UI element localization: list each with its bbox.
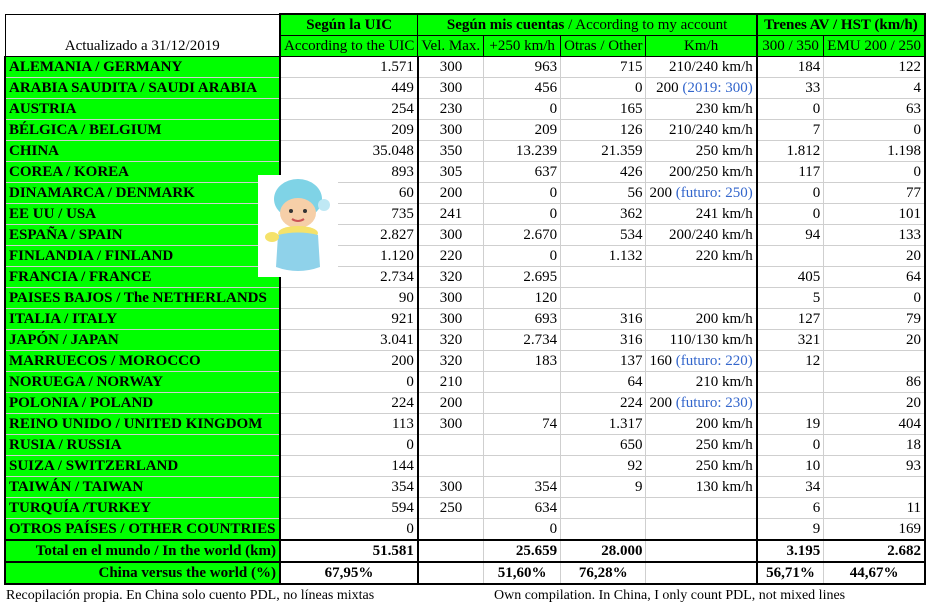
cell-other bbox=[561, 519, 646, 541]
header-kmh: Km/h bbox=[646, 36, 757, 57]
table-row bbox=[5, 477, 925, 498]
cell-name: POLONIA / POLAND bbox=[5, 393, 280, 414]
cell-t300: 184 bbox=[757, 57, 824, 78]
cell-kmh bbox=[646, 519, 757, 541]
table-row bbox=[5, 435, 925, 456]
cell-name: DINAMARCA / DENMARK bbox=[5, 183, 280, 204]
cell-emu: 133 bbox=[824, 225, 925, 246]
cell-emu: 0 bbox=[824, 162, 925, 183]
cell-kmh bbox=[646, 456, 757, 477]
kmh-value: 160 bbox=[649, 353, 676, 369]
cell-p250: 0 bbox=[484, 519, 561, 541]
kmh-value: 210 km/h bbox=[695, 374, 753, 390]
cell-other: 534 bbox=[561, 225, 646, 246]
cell-p250: 209 bbox=[484, 120, 561, 141]
kmh-value: 241 km/h bbox=[695, 206, 753, 222]
kmh-value: 200 bbox=[649, 395, 676, 411]
table-row bbox=[5, 78, 925, 99]
cell-uic: 2.827 bbox=[280, 225, 418, 246]
footer-note-en: Own compilation. In China, I only count PDL, not mixed lines bbox=[494, 588, 846, 603]
cell-kmh bbox=[646, 562, 757, 584]
cell-name: BÉLGICA / BELGIUM bbox=[5, 120, 280, 141]
cell-vel bbox=[418, 562, 484, 584]
cell-kmh bbox=[646, 540, 757, 562]
cell-kmh bbox=[646, 204, 757, 225]
table-row bbox=[5, 519, 925, 541]
cell-t300: 33 bbox=[757, 78, 824, 99]
cell-kmh bbox=[646, 309, 757, 330]
cell-name: FRANCIA / FRANCE bbox=[5, 267, 280, 288]
china-row bbox=[5, 562, 925, 584]
cell-uic: 113 bbox=[280, 414, 418, 435]
cell-other bbox=[561, 288, 646, 309]
kmh-value: 200 km/h bbox=[695, 416, 753, 432]
cell-t300: 7 bbox=[757, 120, 824, 141]
header-vel: Vel. Max. bbox=[418, 36, 484, 57]
cell-p250: 74 bbox=[484, 414, 561, 435]
cell-kmh bbox=[646, 330, 757, 351]
cell-p250: 0 bbox=[484, 183, 561, 204]
cell-emu: 18 bbox=[824, 435, 925, 456]
cell-vel: 210 bbox=[418, 372, 484, 393]
table-row bbox=[5, 120, 925, 141]
cell-vel: 200 bbox=[418, 183, 484, 204]
cell-other: 64 bbox=[561, 372, 646, 393]
cell-kmh bbox=[646, 246, 757, 267]
cell-uic: 200 bbox=[280, 351, 418, 372]
cell-kmh bbox=[646, 372, 757, 393]
cell-kmh bbox=[646, 183, 757, 204]
cell-kmh bbox=[646, 120, 757, 141]
cell-p250: 13.239 bbox=[484, 141, 561, 162]
kmh-value: 110/130 km/h bbox=[669, 332, 753, 348]
table-row bbox=[5, 57, 925, 78]
cell-other: 426 bbox=[561, 162, 646, 183]
kmh-value: 200/240 km/h bbox=[669, 227, 753, 243]
header-emu: EMU 200 / 250 bbox=[824, 36, 925, 57]
cell-t300: 5 bbox=[757, 288, 824, 309]
cell-p250: 634 bbox=[484, 498, 561, 519]
cell-vel: 300 bbox=[418, 414, 484, 435]
cell-other: 316 bbox=[561, 330, 646, 351]
cell-emu: 0 bbox=[824, 120, 925, 141]
kmh-note: (futuro: 250) bbox=[675, 185, 753, 201]
cell-emu: 101 bbox=[824, 204, 925, 225]
hsr-table bbox=[4, 13, 926, 585]
cell-p250: 183 bbox=[484, 351, 561, 372]
cell-p250: 0 bbox=[484, 246, 561, 267]
cell-name: MARRUECOS / MOROCCO bbox=[5, 351, 280, 372]
cell-emu: 11 bbox=[824, 498, 925, 519]
cell-emu: 2.682 bbox=[824, 540, 925, 562]
cell-uic: 921 bbox=[280, 309, 418, 330]
cell-p250 bbox=[484, 393, 561, 414]
cell-kmh bbox=[646, 498, 757, 519]
cell-emu: 20 bbox=[824, 330, 925, 351]
cell-p250 bbox=[484, 372, 561, 393]
cell-vel: 300 bbox=[418, 477, 484, 498]
cell-vel bbox=[418, 435, 484, 456]
cell-p250: 25.659 bbox=[484, 540, 561, 562]
cell-name: ARABIA SAUDITA / SAUDI ARABIA bbox=[5, 78, 280, 99]
cell-name: PAISES BAJOS / The NETHERLANDS bbox=[5, 288, 280, 309]
table-row bbox=[5, 246, 925, 267]
cell-t300: 34 bbox=[757, 477, 824, 498]
kmh-value: 200 km/h bbox=[695, 311, 753, 327]
table-row bbox=[5, 288, 925, 309]
cell-p250: 120 bbox=[484, 288, 561, 309]
table-row bbox=[5, 309, 925, 330]
cell-name: ESPAÑA / SPAIN bbox=[5, 225, 280, 246]
cell-kmh bbox=[646, 288, 757, 309]
cell-p250: 2.695 bbox=[484, 267, 561, 288]
cell-vel: 350 bbox=[418, 141, 484, 162]
cell-name: COREA / KOREA bbox=[5, 162, 280, 183]
cell-emu: 64 bbox=[824, 267, 925, 288]
cell-uic: 3.041 bbox=[280, 330, 418, 351]
cell-uic: 0 bbox=[280, 435, 418, 456]
cell-uic: 354 bbox=[280, 477, 418, 498]
table-row bbox=[5, 498, 925, 519]
cell-t300: 19 bbox=[757, 414, 824, 435]
cell-uic: 209 bbox=[280, 120, 418, 141]
cell-emu: 4 bbox=[824, 78, 925, 99]
cell-name: TAIWÁN / TAIWAN bbox=[5, 477, 280, 498]
cell-name: JAPÓN / JAPAN bbox=[5, 330, 280, 351]
cell-uic: 2.734 bbox=[280, 267, 418, 288]
kmh-value: 220 km/h bbox=[695, 248, 753, 264]
cell-kmh bbox=[646, 267, 757, 288]
header-uic: Según la UIC bbox=[280, 14, 418, 36]
cell-p250: 354 bbox=[484, 477, 561, 498]
cell-uic: 1.120 bbox=[280, 246, 418, 267]
header-uic-en: According to the UIC bbox=[280, 36, 418, 57]
cell-t300: 12 bbox=[757, 351, 824, 372]
cell-kmh bbox=[646, 225, 757, 246]
kmh-note: (futuro: 230) bbox=[675, 395, 753, 411]
cell-name: NORUEGA / NORWAY bbox=[5, 372, 280, 393]
cell-p250 bbox=[484, 456, 561, 477]
cell-p250: 963 bbox=[484, 57, 561, 78]
cell-emu bbox=[824, 477, 925, 498]
cell-uic: 1.571 bbox=[280, 57, 418, 78]
cell-t300: 9 bbox=[757, 519, 824, 541]
cell-kmh bbox=[646, 414, 757, 435]
header-trains: Trenes AV / HST (km/h) bbox=[757, 14, 925, 36]
cell-vel: 230 bbox=[418, 99, 484, 120]
cell-vel: 320 bbox=[418, 351, 484, 372]
table-row bbox=[5, 141, 925, 162]
cell-p250: 456 bbox=[484, 78, 561, 99]
table-row bbox=[5, 183, 925, 204]
cell-other: 21.359 bbox=[561, 141, 646, 162]
cell-uic: 144 bbox=[280, 456, 418, 477]
cell-other: 715 bbox=[561, 57, 646, 78]
cell-t300: 94 bbox=[757, 225, 824, 246]
cell-emu: 44,67% bbox=[824, 562, 925, 584]
table-row bbox=[5, 162, 925, 183]
cell-kmh bbox=[646, 57, 757, 78]
cell-vel: 300 bbox=[418, 288, 484, 309]
cell-uic: 254 bbox=[280, 99, 418, 120]
footer-note-es: Recopilación propia. En China solo cuento PDL, no líneas mixtas bbox=[6, 588, 375, 603]
cell-p250: 0 bbox=[484, 204, 561, 225]
cell-vel: 300 bbox=[418, 78, 484, 99]
cell-name: SUIZA / SWITZERLAND bbox=[5, 456, 280, 477]
table-row bbox=[5, 267, 925, 288]
cell-p250: 51,60% bbox=[484, 562, 561, 584]
cell-t300: 321 bbox=[757, 330, 824, 351]
cell-other: 28.000 bbox=[561, 540, 646, 562]
cell-emu: 0 bbox=[824, 288, 925, 309]
cell-emu: 1.198 bbox=[824, 141, 925, 162]
cell-vel: 241 bbox=[418, 204, 484, 225]
cell-other: 316 bbox=[561, 309, 646, 330]
kmh-value: 130 km/h bbox=[695, 479, 753, 495]
cell-uic: 893 bbox=[280, 162, 418, 183]
kmh-value: 200 bbox=[649, 185, 676, 201]
cell-emu: 63 bbox=[824, 99, 925, 120]
cell-vel: 300 bbox=[418, 309, 484, 330]
table-row bbox=[5, 372, 925, 393]
header-other: Otras / Other bbox=[561, 36, 646, 57]
cell-name: ITALIA / ITALY bbox=[5, 309, 280, 330]
cell-other: 56 bbox=[561, 183, 646, 204]
cell-p250: 0 bbox=[484, 99, 561, 120]
cell-name: TURQUÍA /TURKEY bbox=[5, 498, 280, 519]
cell-t300: 0 bbox=[757, 99, 824, 120]
cell-emu: 20 bbox=[824, 246, 925, 267]
cell-name: EE UU / USA bbox=[5, 204, 280, 225]
cell-kmh bbox=[646, 435, 757, 456]
header-mine bbox=[418, 14, 757, 36]
kmh-note: (2019: 300) bbox=[682, 80, 753, 96]
header-plus250: +250 km/h bbox=[484, 36, 561, 57]
cell-t300 bbox=[757, 246, 824, 267]
cell-vel: 320 bbox=[418, 330, 484, 351]
cell-uic: 51.581 bbox=[280, 540, 418, 562]
cell-emu: 169 bbox=[824, 519, 925, 541]
cell-emu: 404 bbox=[824, 414, 925, 435]
cell-kmh bbox=[646, 78, 757, 99]
cell-t300: 1.812 bbox=[757, 141, 824, 162]
cell-t300: 405 bbox=[757, 267, 824, 288]
cell-uic: 0 bbox=[280, 372, 418, 393]
table-row bbox=[5, 225, 925, 246]
table-row bbox=[5, 456, 925, 477]
table-row bbox=[5, 204, 925, 225]
cell-uic: 0 bbox=[280, 519, 418, 541]
total-row bbox=[5, 540, 925, 562]
table-row bbox=[5, 330, 925, 351]
cell-emu: 86 bbox=[824, 372, 925, 393]
kmh-value: 200 bbox=[656, 80, 683, 96]
cell-t300: 117 bbox=[757, 162, 824, 183]
kmh-value: 200/250 km/h bbox=[669, 164, 753, 180]
cell-uic: 90 bbox=[280, 288, 418, 309]
cell-p250: 2.670 bbox=[484, 225, 561, 246]
cell-emu: 20 bbox=[824, 393, 925, 414]
cell-other: 1.132 bbox=[561, 246, 646, 267]
cell-emu: 93 bbox=[824, 456, 925, 477]
cell-t300: 0 bbox=[757, 435, 824, 456]
cell-t300: 6 bbox=[757, 498, 824, 519]
cell-t300: 0 bbox=[757, 183, 824, 204]
table-row bbox=[5, 414, 925, 435]
doll-image bbox=[258, 175, 338, 277]
cell-vel: 305 bbox=[418, 162, 484, 183]
kmh-value: 250 km/h bbox=[695, 143, 753, 159]
cell-vel bbox=[418, 540, 484, 562]
cell-p250: 2.734 bbox=[484, 330, 561, 351]
cell-emu: 79 bbox=[824, 309, 925, 330]
cell-vel: 220 bbox=[418, 246, 484, 267]
cell-other: 76,28% bbox=[561, 562, 646, 584]
cell-other: 224 bbox=[561, 393, 646, 414]
cell-t300 bbox=[757, 393, 824, 414]
cell-other bbox=[561, 267, 646, 288]
cell-other: 1.317 bbox=[561, 414, 646, 435]
cell-other: 0 bbox=[561, 78, 646, 99]
cell-kmh bbox=[646, 351, 757, 372]
cell-uic: 224 bbox=[280, 393, 418, 414]
cell-name: CHINA bbox=[5, 141, 280, 162]
kmh-value: 210/240 km/h bbox=[669, 122, 753, 138]
cell-uic: 594 bbox=[280, 498, 418, 519]
cell-uic: 449 bbox=[280, 78, 418, 99]
cell-uic: 60 bbox=[280, 183, 418, 204]
cell-uic: 35.048 bbox=[280, 141, 418, 162]
table-row bbox=[5, 99, 925, 120]
cell-p250: 637 bbox=[484, 162, 561, 183]
cell-vel: 300 bbox=[418, 120, 484, 141]
cell-other: 126 bbox=[561, 120, 646, 141]
cell-name: Total en el mundo / In the world (km) bbox=[5, 540, 280, 562]
cell-kmh bbox=[646, 99, 757, 120]
cell-name: China versus the world (%) bbox=[5, 562, 280, 584]
table-row bbox=[5, 351, 925, 372]
cell-kmh bbox=[646, 162, 757, 183]
cell-t300: 0 bbox=[757, 204, 824, 225]
cell-emu: 122 bbox=[824, 57, 925, 78]
cell-name: OTROS PAÍSES / OTHER COUNTRIES bbox=[5, 519, 280, 541]
header-mine-en: / According to my account bbox=[564, 17, 728, 33]
cell-other: 137 bbox=[561, 351, 646, 372]
kmh-value: 250 km/h bbox=[695, 437, 753, 453]
cell-t300: 56,71% bbox=[757, 562, 824, 584]
cell-kmh bbox=[646, 141, 757, 162]
cell-other: 92 bbox=[561, 456, 646, 477]
cell-p250: 693 bbox=[484, 309, 561, 330]
header-mine-es: Según mis cuentas bbox=[446, 17, 565, 33]
cell-other: 362 bbox=[561, 204, 646, 225]
cell-kmh bbox=[646, 393, 757, 414]
cell-name: FINLANDIA / FINLAND bbox=[5, 246, 280, 267]
cell-other: 165 bbox=[561, 99, 646, 120]
cell-emu: 77 bbox=[824, 183, 925, 204]
kmh-note: (futuro: 220) bbox=[675, 353, 753, 369]
cell-vel: 200 bbox=[418, 393, 484, 414]
kmh-value: 230 km/h bbox=[695, 101, 753, 117]
cell-name: REINO UNIDO / UNITED KINGDOM bbox=[5, 414, 280, 435]
cell-other: 650 bbox=[561, 435, 646, 456]
cell-p250 bbox=[484, 435, 561, 456]
cell-name: AUSTRIA bbox=[5, 99, 280, 120]
cell-other bbox=[561, 498, 646, 519]
kmh-value: 210/240 km/h bbox=[669, 59, 753, 75]
cell-vel: 320 bbox=[418, 267, 484, 288]
cell-vel: 250 bbox=[418, 498, 484, 519]
updated-label: Actualizado a 31/12/2019 bbox=[5, 14, 280, 57]
cell-t300: 3.195 bbox=[757, 540, 824, 562]
cell-uic: 67,95% bbox=[280, 562, 418, 584]
header-300: 300 / 350 bbox=[757, 36, 824, 57]
cell-kmh bbox=[646, 477, 757, 498]
cell-vel bbox=[418, 456, 484, 477]
cell-vel: 300 bbox=[418, 225, 484, 246]
cell-emu bbox=[824, 351, 925, 372]
cell-uic: 735 bbox=[280, 204, 418, 225]
cell-t300 bbox=[757, 372, 824, 393]
cell-vel: 300 bbox=[418, 57, 484, 78]
cell-name: ALEMANIA / GERMANY bbox=[5, 57, 280, 78]
cell-t300: 127 bbox=[757, 309, 824, 330]
table-row bbox=[5, 393, 925, 414]
cell-vel bbox=[418, 519, 484, 541]
cell-other: 9 bbox=[561, 477, 646, 498]
cell-t300: 10 bbox=[757, 456, 824, 477]
kmh-value: 250 km/h bbox=[695, 458, 753, 474]
cell-name: RUSIA / RUSSIA bbox=[5, 435, 280, 456]
